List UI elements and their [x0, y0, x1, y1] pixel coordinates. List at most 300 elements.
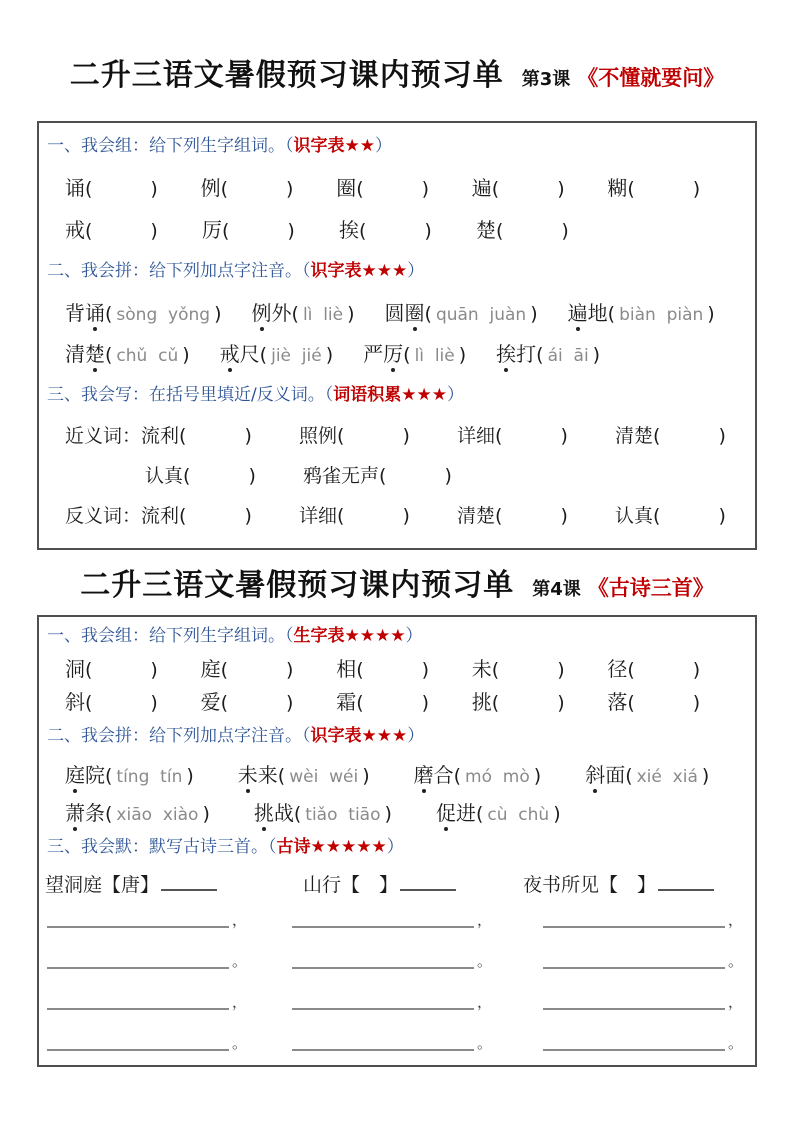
tag-paren-close: ） [386, 836, 404, 857]
paren: ) [347, 302, 355, 325]
poem-title-cell [45, 870, 303, 897]
section-tag: 生字表★★★★ [293, 626, 406, 647]
poem-blank-cell [543, 913, 743, 928]
pinyin-word-item [496, 338, 600, 367]
word-fill-row [65, 461, 743, 488]
pinyin-rows [45, 297, 743, 367]
paren: ) [150, 178, 158, 201]
heading-text: 三、我会写：在括号里填近/反义词。 [47, 384, 325, 405]
paren: ( [627, 692, 635, 715]
fill-word-item [145, 461, 303, 488]
row-label: 反义词： [65, 505, 142, 528]
paren: ( [291, 302, 299, 325]
character: 挑 [471, 690, 492, 715]
character: 地 [587, 300, 608, 325]
word: 流利 [141, 425, 180, 448]
word: 照例 [299, 425, 338, 448]
fill-word-item [303, 461, 452, 488]
paren: ) [244, 505, 252, 528]
paren: ) [557, 659, 565, 682]
character: 外 [271, 300, 292, 325]
punctuation: 。 [232, 952, 248, 971]
poem-blank-cell [292, 913, 543, 928]
paren: ) [421, 692, 430, 715]
character: 庭 [200, 657, 221, 682]
char-word-item [472, 653, 608, 682]
char-word-item [65, 686, 201, 715]
paren: ) [692, 178, 701, 201]
character: 斜 [65, 690, 85, 715]
section-1-heading [47, 623, 743, 649]
pinyin-options: tíng tín [116, 766, 183, 787]
character: 诵 [65, 176, 85, 201]
poem-blank-cell [47, 954, 292, 969]
tag-paren-open: （ [268, 836, 277, 857]
pinyin-word-item [65, 759, 194, 788]
fill-word-item [615, 501, 726, 528]
paren: ) [421, 178, 430, 201]
word: 清楚 [457, 505, 496, 528]
author-bracket: 【唐】 [102, 874, 160, 897]
word: 详细 [299, 505, 338, 528]
pinyin-word-item [254, 797, 392, 826]
character: 厉 [202, 218, 222, 243]
paren: ) [150, 692, 158, 715]
character: 圈 [336, 176, 357, 201]
paren: ) [530, 302, 538, 325]
author-bracket: 【 】 [341, 874, 399, 897]
paren: ) [421, 659, 430, 682]
char-word-item [336, 686, 472, 715]
answer-line [47, 1037, 229, 1051]
word: 认真 [145, 465, 184, 488]
char-word-item [336, 172, 472, 201]
fill-word-item [141, 501, 299, 528]
paren: ( [179, 425, 187, 448]
char-word-item [472, 686, 608, 715]
poem-blank-cell [47, 1036, 292, 1051]
worksheet2-box [37, 615, 757, 1067]
character: 落 [607, 690, 628, 715]
word-fill-row [65, 421, 743, 448]
character: 条 [85, 800, 105, 825]
section-1-heading [47, 133, 743, 159]
pinyin-options: tiǎo tiāo [305, 804, 381, 825]
paren: ) [557, 692, 565, 715]
word: 详细 [457, 425, 496, 448]
pinyin-options: mó mò [465, 766, 530, 787]
tag-paren-open: （ [285, 136, 294, 156]
section-3-heading [47, 382, 743, 408]
character: 挨 [339, 218, 359, 243]
fill-word-item [615, 421, 726, 448]
character: 厉 [383, 338, 403, 367]
paren: ( [85, 692, 93, 715]
char-word-item [201, 172, 337, 201]
pinyin-options: wèi wéi [289, 766, 359, 787]
pinyin-word-item [220, 338, 333, 367]
paren: ) [701, 764, 710, 787]
word-fill-row [65, 501, 743, 528]
paren: ) [286, 659, 294, 682]
character: 楚 [85, 338, 105, 367]
char-word-item [476, 214, 613, 243]
char-row [65, 686, 743, 715]
section-tag: 识字表★★★ [310, 726, 408, 747]
heading-text: 一、我会组：给下列生字组词。 [47, 136, 285, 156]
punctuation: ， [232, 911, 248, 930]
answer-line [543, 1037, 725, 1051]
paren: ( [625, 764, 633, 787]
page-title: 二升三语文暑假预习课内预习单 [80, 568, 515, 604]
char-row [65, 214, 743, 243]
poem-answer-lines [45, 913, 743, 1051]
answer-line [543, 996, 725, 1010]
character: 清 [65, 341, 85, 366]
paren: ( [424, 302, 432, 325]
char-word-item [201, 653, 337, 682]
char-word-item [65, 214, 202, 243]
character: 进 [455, 800, 476, 825]
paren: ) [692, 692, 701, 715]
poem-title: 山行 [303, 874, 342, 897]
paren: ( [359, 220, 367, 243]
heading-text: 二、我会拼：给下列加点字注音。 [47, 726, 302, 747]
poem-blank-cell [543, 995, 743, 1010]
character: 促 [436, 797, 456, 826]
paren: ) [424, 220, 432, 243]
paren: ) [707, 302, 715, 325]
paren: ) [402, 505, 410, 528]
heading-text: 三、我会默：默写古诗三首。 [47, 836, 268, 857]
paren: ) [202, 802, 210, 825]
paren: ( [105, 343, 113, 366]
answer-line [47, 955, 229, 969]
answer-line [47, 996, 229, 1010]
character: 相 [336, 657, 357, 682]
pinyin-row [65, 338, 743, 367]
answer-line [292, 1037, 474, 1051]
fill-word-item [299, 501, 457, 528]
poem-title: 望洞庭 [45, 874, 103, 897]
section-tag: 识字表★★★ [310, 261, 408, 282]
paren: ) [150, 220, 158, 243]
paren: ( [356, 692, 364, 715]
paren: ( [627, 659, 635, 682]
paren: ) [718, 505, 726, 528]
pinyin-options: chǔ cǔ [116, 345, 179, 366]
character: 遍 [471, 176, 492, 201]
character: 背 [65, 300, 85, 325]
character: 诵 [85, 297, 105, 326]
poem-blank-cell [47, 913, 292, 928]
pinyin-options: lì liè [302, 304, 344, 325]
tag-paren-open: （ [302, 261, 311, 282]
paren: ( [85, 220, 93, 243]
author-blank-line [658, 879, 714, 891]
word: 鸦雀无声 [303, 465, 380, 488]
tag-paren-open: （ [324, 384, 334, 405]
pinyin-word-item [363, 338, 466, 367]
character: 未 [238, 759, 258, 788]
punctuation: ， [477, 993, 493, 1012]
paren: ) [150, 659, 158, 682]
word: 清楚 [615, 425, 654, 448]
poem-titles-row [45, 870, 743, 897]
pinyin-options: jiè jié [271, 345, 322, 366]
character: 打 [516, 341, 537, 366]
poem-title: 夜书所见 [523, 874, 600, 897]
char-word-item [339, 214, 476, 243]
paren: ( [491, 692, 500, 715]
paren: ) [244, 425, 252, 448]
character: 萧 [65, 797, 85, 826]
character: 挑 [254, 797, 274, 826]
paren: ( [356, 659, 364, 682]
heading-text: 二、我会拼：给下列加点字注音。 [47, 261, 302, 282]
pinyin-options: xié xiá [636, 766, 698, 787]
punctuation: ， [727, 911, 743, 930]
character: 挨 [496, 338, 516, 367]
fill-word-item [141, 421, 299, 448]
answer-line [292, 914, 474, 928]
pinyin-word-item [65, 797, 210, 826]
poem-blank-row [47, 1036, 743, 1051]
char-word-item [607, 172, 743, 201]
punctuation: 。 [232, 1034, 248, 1053]
paren: ( [259, 343, 268, 366]
synonym-antonym-rows [45, 421, 743, 528]
paren: ( [220, 659, 229, 682]
lesson-name: 《古诗三首》 [587, 576, 714, 601]
paren: ( [85, 178, 93, 201]
paren: ( [627, 178, 635, 201]
character: 严 [363, 341, 384, 366]
pinyin-options: ái āi [547, 345, 589, 366]
char-word-item [607, 686, 743, 715]
answer-line [543, 914, 725, 928]
paren: ( [653, 425, 661, 448]
worksheet1-box [37, 121, 757, 550]
pinyin-options: biàn piàn [619, 304, 704, 325]
paren: ) [182, 343, 190, 366]
paren: ( [277, 764, 286, 787]
paren: ( [220, 178, 229, 201]
answer-line [47, 914, 229, 928]
char-word-item [336, 653, 472, 682]
pinyin-word-item [568, 297, 715, 326]
char-word-item [472, 172, 608, 201]
pinyin-options: sòng yǒng [116, 304, 211, 325]
poem-title-cell [303, 870, 523, 897]
pinyin-row [65, 297, 743, 326]
poem-title-cell [523, 870, 714, 897]
paren: ) [286, 178, 294, 201]
poem-blank-row [47, 995, 743, 1010]
paren: ( [220, 692, 229, 715]
char-word-rows [45, 172, 743, 243]
paren: ( [337, 505, 345, 528]
paren: ( [607, 302, 616, 325]
punctuation: 。 [477, 1034, 493, 1053]
pinyin-options: quān juàn [435, 304, 527, 325]
word: 认真 [615, 505, 654, 528]
pinyin-options: lì liè [414, 345, 455, 366]
char-word-item [65, 172, 201, 201]
paren: ) [553, 802, 561, 825]
paren: ) [248, 465, 256, 488]
paren: ( [495, 425, 503, 448]
author-blank-line [161, 879, 217, 891]
char-word-item [202, 214, 339, 243]
character: 尺 [239, 341, 260, 366]
character: 庭 [65, 759, 85, 788]
pinyin-rows [45, 759, 743, 826]
paren: ) [560, 425, 568, 448]
character: 洞 [65, 657, 85, 682]
heading-text: 一、我会组：给下列生字组词。 [47, 626, 285, 647]
paren: ) [325, 343, 334, 366]
fill-word-item [457, 421, 615, 448]
pinyin-word-item [252, 297, 355, 326]
tag-paren-close: ） [405, 626, 423, 647]
poem-blank-cell [292, 995, 543, 1010]
paren: ) [561, 220, 569, 243]
paren: ) [444, 465, 452, 488]
character: 例 [252, 297, 272, 326]
character: 合 [433, 762, 454, 787]
word: 流利 [141, 505, 180, 528]
punctuation: 。 [727, 1034, 743, 1053]
poem-blank-cell [292, 1036, 543, 1051]
page-title: 二升三语文暑假预习课内预习单 [69, 58, 504, 93]
character: 戒 [220, 338, 240, 367]
char-word-rows [45, 653, 743, 715]
character: 未 [471, 657, 492, 682]
pinyin-options: cù chù [487, 804, 550, 825]
section-2-heading [47, 723, 743, 749]
answer-line [543, 955, 725, 969]
char-word-item [201, 686, 337, 715]
character: 例 [200, 176, 221, 201]
paren: ) [287, 220, 295, 243]
character: 圆 [384, 300, 405, 325]
character: 遍 [568, 297, 588, 326]
fill-word-item [457, 501, 615, 528]
char-row [65, 653, 743, 682]
character: 斜 [585, 759, 605, 788]
char-word-item [65, 653, 201, 682]
punctuation: ， [232, 993, 248, 1012]
pinyin-word-item [414, 759, 542, 788]
paren: ( [356, 178, 364, 201]
paren: ) [718, 425, 726, 448]
paren: ) [458, 343, 467, 366]
section-tag: 识字表★★ [293, 136, 375, 156]
tag-paren-close: ） [407, 261, 425, 282]
paren: ( [653, 505, 661, 528]
paren: ( [293, 802, 302, 825]
paren: ( [222, 220, 230, 243]
character: 霜 [336, 690, 357, 715]
paren: ) [384, 802, 392, 825]
poem-blank-row [47, 913, 743, 928]
character: 院 [85, 762, 105, 787]
worksheet2-title-row [37, 566, 757, 605]
section-tag: 古诗★★★★★ [276, 836, 387, 857]
poem-blank-cell [47, 995, 292, 1010]
punctuation: ， [727, 993, 743, 1012]
fill-word-item [299, 421, 457, 448]
section-3-heading [47, 834, 743, 860]
paren: ( [491, 659, 500, 682]
character: 爱 [200, 690, 221, 715]
paren: ( [337, 425, 345, 448]
poem-blank-cell [543, 1036, 743, 1051]
paren: ) [560, 505, 568, 528]
paren: ( [179, 505, 187, 528]
character: 来 [257, 762, 278, 787]
paren: ( [496, 220, 504, 243]
paren: ) [286, 692, 294, 715]
character: 战 [273, 800, 294, 825]
punctuation: 。 [727, 952, 743, 971]
lesson-number: 第4课 [532, 579, 581, 601]
tag-paren-close: ） [407, 726, 425, 747]
answer-line [292, 955, 474, 969]
char-word-item [607, 653, 743, 682]
paren: ) [362, 764, 370, 787]
character: 径 [607, 657, 628, 682]
character: 糊 [607, 176, 628, 201]
character: 面 [605, 762, 626, 787]
paren: ( [453, 764, 462, 787]
paren: ( [183, 465, 191, 488]
lesson-name: 《不懂就要问》 [577, 66, 725, 90]
poem-blank-cell [543, 954, 743, 969]
tag-paren-open: （ [302, 726, 311, 747]
punctuation: 。 [477, 952, 493, 971]
paren: ) [214, 302, 222, 325]
row-label: 近义词： [65, 425, 142, 448]
pinyin-row [65, 759, 743, 788]
pinyin-word-item [238, 759, 370, 788]
paren: ( [491, 178, 500, 201]
pinyin-word-item [385, 297, 538, 326]
paren: ) [692, 659, 701, 682]
paren: ( [403, 343, 411, 366]
pinyin-row [65, 797, 743, 826]
tag-paren-close: ） [374, 136, 392, 156]
paren: ( [495, 505, 503, 528]
poem-blank-cell [292, 954, 543, 969]
paren: ) [402, 425, 410, 448]
author-bracket: 【 】 [599, 874, 657, 897]
poem-blank-row [47, 954, 743, 969]
paren: ) [186, 764, 194, 787]
paren: ( [105, 802, 113, 825]
paren: ( [379, 465, 387, 488]
paren: ( [105, 764, 113, 787]
tag-paren-open: （ [285, 626, 294, 647]
section-tag: 词语积累★★★ [333, 384, 447, 405]
section-2-heading [47, 258, 743, 284]
character: 磨 [414, 759, 434, 788]
pinyin-options: xiāo xiào [116, 804, 199, 825]
character: 楚 [476, 218, 496, 243]
author-blank-line [400, 879, 456, 891]
paren: ( [105, 302, 113, 325]
